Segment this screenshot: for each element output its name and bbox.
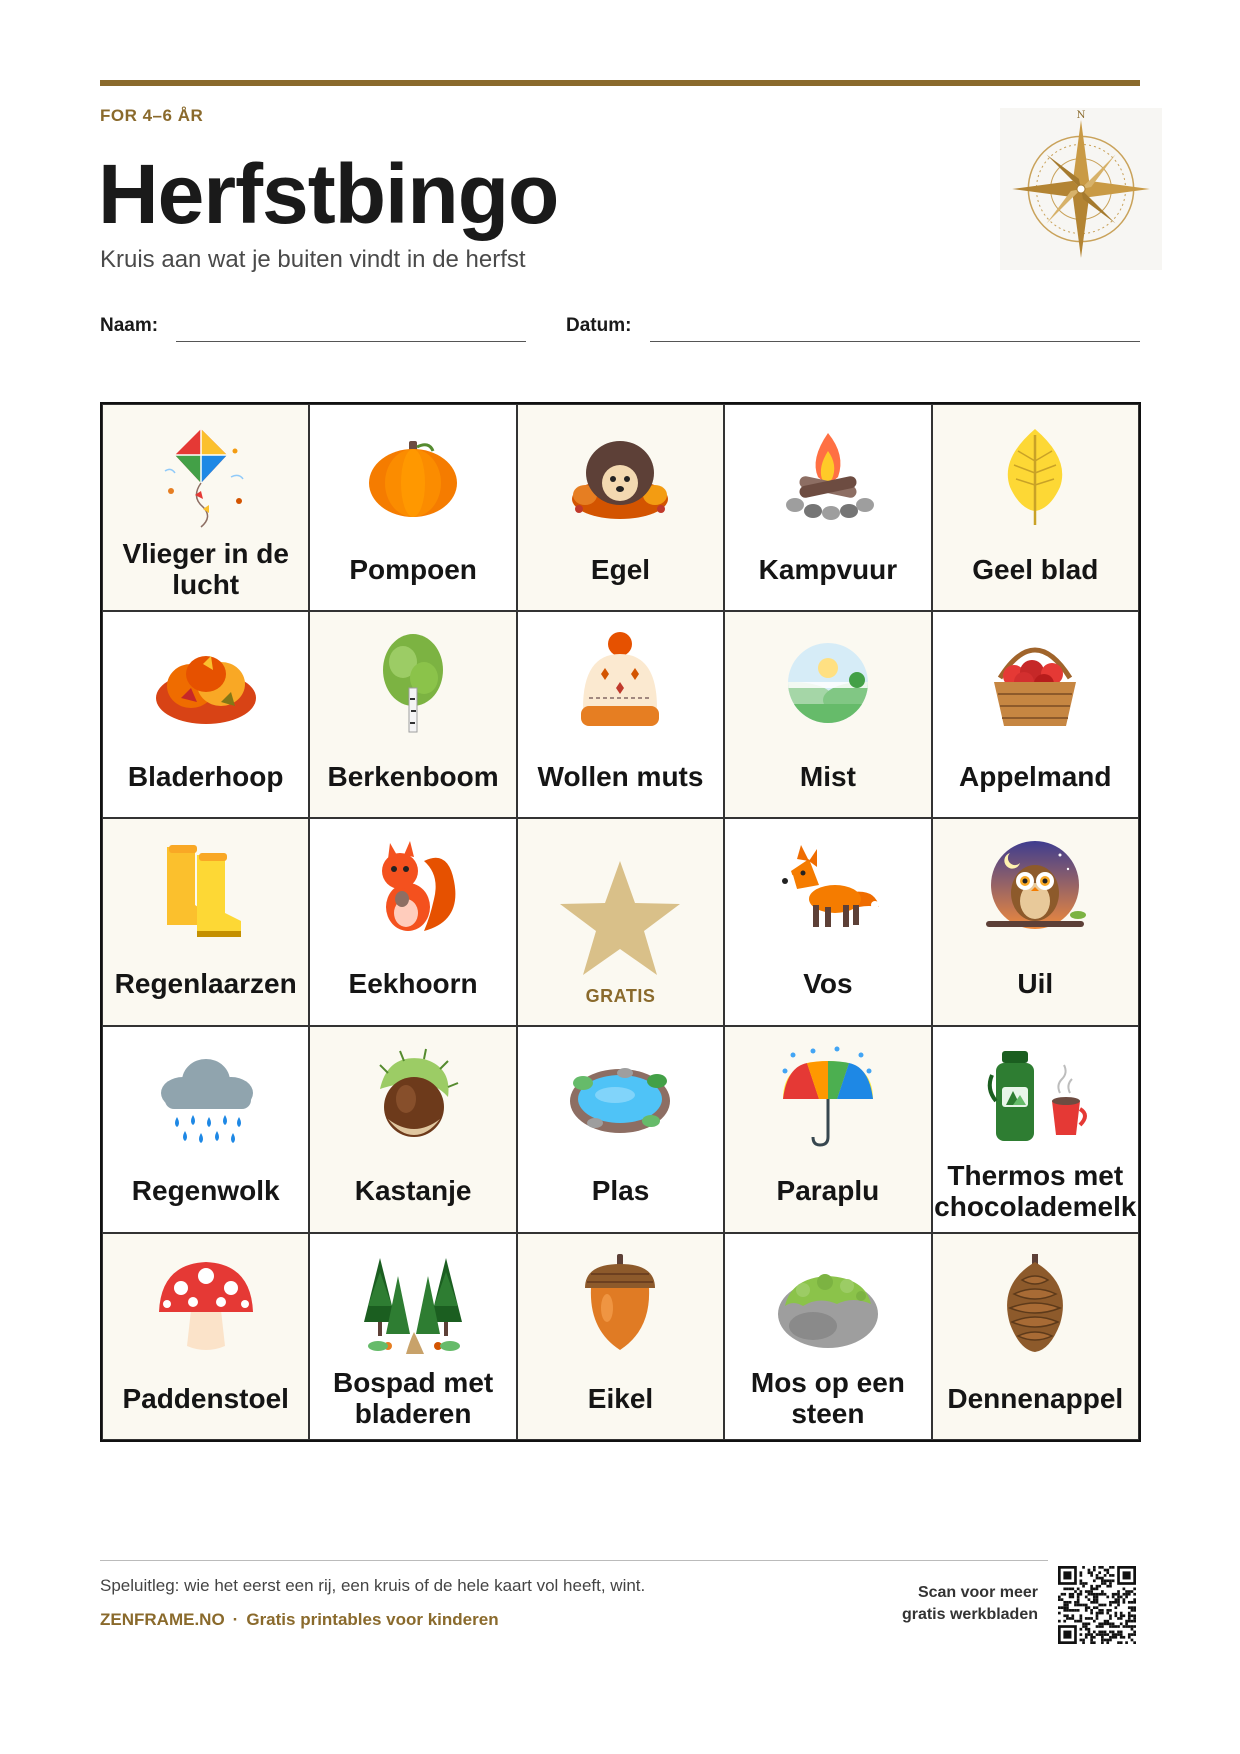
scan-line-2: gratis werkbladen — [901, 1606, 1038, 1624]
age-label: FOR 4–6 ÅR — [100, 106, 204, 125]
bingo-label: Appelmand — [959, 760, 1112, 792]
bingo-label: Regenwolk — [131, 1175, 280, 1207]
bingo-cell-owl[interactable] — [932, 818, 1139, 1025]
umbrella-icon — [773, 1043, 883, 1153]
bingo-label: Geel blad — [972, 553, 1099, 585]
fox-icon — [773, 835, 883, 945]
bingo-label: Dennenappel — [947, 1382, 1124, 1414]
bingo-cell-wool-hat[interactable] — [517, 611, 724, 818]
bingo-label: Mos op een steen — [750, 1367, 905, 1429]
name-label: Naam: — [100, 315, 159, 336]
pinecone-icon — [980, 1250, 1090, 1360]
bingo-cell-pinecone[interactable] — [932, 1233, 1139, 1440]
page-title: Herfstbingo — [98, 147, 559, 241]
puddle-icon — [565, 1043, 675, 1153]
brand-line — [100, 1610, 499, 1630]
acorn-icon — [565, 1250, 675, 1360]
chestnut-icon — [358, 1043, 468, 1153]
wool-hat-icon — [565, 628, 675, 738]
bingo-cell-chestnut[interactable] — [309, 1026, 516, 1233]
forest-path-icon — [358, 1250, 468, 1360]
qr-code-icon[interactable] — [1058, 1566, 1136, 1644]
bingo-label: Wollen muts — [537, 760, 704, 792]
leaf-pile-icon — [151, 628, 261, 738]
bingo-cell-rain-boots[interactable] — [102, 818, 309, 1025]
thermos-icon — [980, 1043, 1090, 1153]
bingo-cell-fox[interactable] — [724, 818, 931, 1025]
scan-line-1: Scan voor meer — [917, 1584, 1038, 1601]
kite-icon — [151, 421, 261, 531]
bingo-label: Kastanje — [354, 1175, 472, 1207]
scan-caption — [858, 1582, 1038, 1627]
bingo-label: Eikel — [587, 1382, 654, 1414]
bingo-label: Bladerhoop — [127, 760, 284, 792]
svg-text:N: N — [1076, 110, 1086, 122]
brand-tagline: Gratis printables voor kinderen — [246, 1610, 499, 1629]
pumpkin-icon — [358, 421, 468, 531]
page-subtitle: Kruis aan wat je buiten vindt in de herfst — [100, 246, 526, 273]
date-line[interactable] — [650, 341, 1140, 342]
bingo-label: Eekhoorn — [348, 968, 478, 1000]
bingo-label: Egel — [590, 553, 651, 585]
bingo-label: Mist — [799, 760, 856, 792]
bingo-cell-birch[interactable] — [309, 611, 516, 818]
game-rules: Speluitleg: wie het eerst een rij, een kruis of de hele kaart vol heeft, wint. — [100, 1576, 646, 1595]
bingo-cell-apple-basket[interactable] — [932, 611, 1139, 818]
hedgehog-icon — [565, 421, 675, 531]
bingo-cell-umbrella[interactable] — [724, 1026, 931, 1233]
bingo-label: Plas — [591, 1175, 650, 1207]
free-space-label: GRATIS — [585, 985, 656, 1006]
bingo-cell-yellow-leaf[interactable] — [932, 404, 1139, 611]
squirrel-icon — [358, 835, 468, 945]
bingo-cell-thermos[interactable] — [932, 1026, 1139, 1233]
birch-tree-icon — [358, 628, 468, 738]
bingo-cell-hedgehog[interactable] — [517, 404, 724, 611]
yellow-leaf-icon — [980, 421, 1090, 531]
date-label: Datum: — [566, 315, 632, 336]
bingo-cell-free[interactable] — [517, 818, 724, 1025]
bingo-label: Vos — [803, 968, 853, 1000]
owl-icon — [980, 835, 1090, 945]
top-rule — [100, 80, 1140, 86]
mossy-stone-icon — [773, 1250, 883, 1360]
brand-separator: · — [232, 1610, 239, 1629]
bingo-label: Pompoen — [349, 553, 477, 585]
bingo-cell-kite[interactable] — [102, 404, 309, 611]
name-line[interactable] — [176, 341, 526, 342]
bingo-cell-leaf-pile[interactable] — [102, 611, 309, 818]
apple-basket-icon — [980, 628, 1090, 738]
bingo-label: Paddenstoel — [122, 1382, 289, 1414]
bingo-label: Thermos met chocolademelk — [934, 1160, 1137, 1222]
bingo-cell-forest-path[interactable] — [309, 1233, 516, 1440]
bingo-label: Berkenboom — [327, 760, 499, 792]
mushroom-icon — [151, 1250, 261, 1360]
bingo-cell-mist[interactable] — [724, 611, 931, 818]
campfire-icon — [773, 421, 883, 531]
bingo-grid — [100, 402, 1141, 1442]
bingo-cell-pumpkin[interactable] — [309, 404, 516, 611]
bingo-cell-mushroom[interactable] — [102, 1233, 309, 1440]
bingo-cell-rain-cloud[interactable] — [102, 1026, 309, 1233]
bingo-label: Bospad met bladeren — [332, 1367, 494, 1429]
bingo-label: Paraplu — [776, 1175, 880, 1207]
rain-boots-icon — [151, 835, 261, 945]
bingo-label: Uil — [1017, 968, 1054, 1000]
bingo-label: Vlieger in de lucht — [122, 538, 289, 601]
footer-rule — [100, 1560, 1048, 1561]
rain-cloud-icon — [151, 1043, 261, 1153]
brand-link[interactable]: ZENFRAME.NO — [100, 1610, 225, 1629]
bingo-cell-acorn[interactable] — [517, 1233, 724, 1440]
bingo-cell-squirrel[interactable] — [309, 818, 516, 1025]
bingo-cell-mossy-stone[interactable] — [724, 1233, 931, 1440]
bingo-cell-puddle[interactable] — [517, 1026, 724, 1233]
star-icon — [558, 859, 682, 977]
bingo-cell-campfire[interactable] — [724, 404, 931, 611]
bingo-label: Regenlaarzen — [114, 968, 297, 1000]
compass-icon — [1000, 108, 1162, 270]
misty-landscape-icon — [773, 628, 883, 738]
bingo-label: Kampvuur — [758, 553, 898, 585]
